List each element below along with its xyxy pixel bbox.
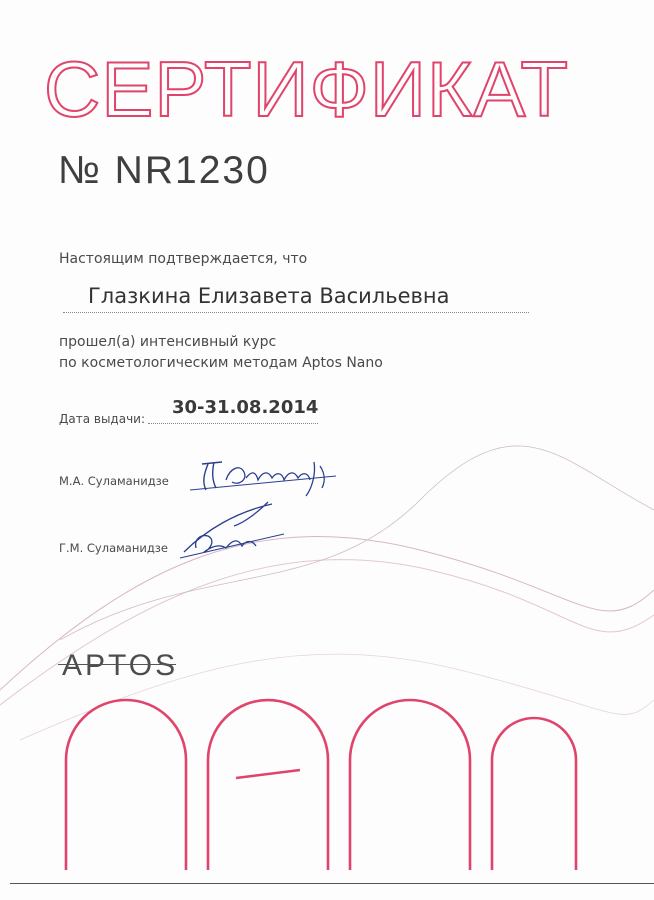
brand-aptos-strike-line [58,664,176,665]
course-description-line-2: по косметологическим методам Aptos Nano [59,355,383,371]
name-underline [63,312,529,313]
certificate-number: № NR1230 [58,149,270,192]
issue-date-underline [148,423,318,424]
signatory-name-1: М.А. Суламанидзе [59,474,169,488]
signature-1 [186,450,346,500]
signature-2 [176,500,296,565]
recipient-name: Глазкина Елизавета Васильевна [88,284,450,308]
issue-date: 30-31.08.2014 [172,397,319,418]
bottom-rule [10,883,654,884]
certificate-title: СЕРТИФИКАТ [44,45,569,133]
confirmation-text: Настоящим подтверждается, что [59,251,308,267]
brand-aptos-wordmark: APTOS [62,649,179,682]
signatory-name-2: Г.М. Суламанидзе [59,541,168,555]
course-description-line-1: прошел(а) интенсивный курс [59,334,277,350]
nano-logo [58,690,580,870]
issue-date-label: Дата выдачи: [59,412,146,426]
